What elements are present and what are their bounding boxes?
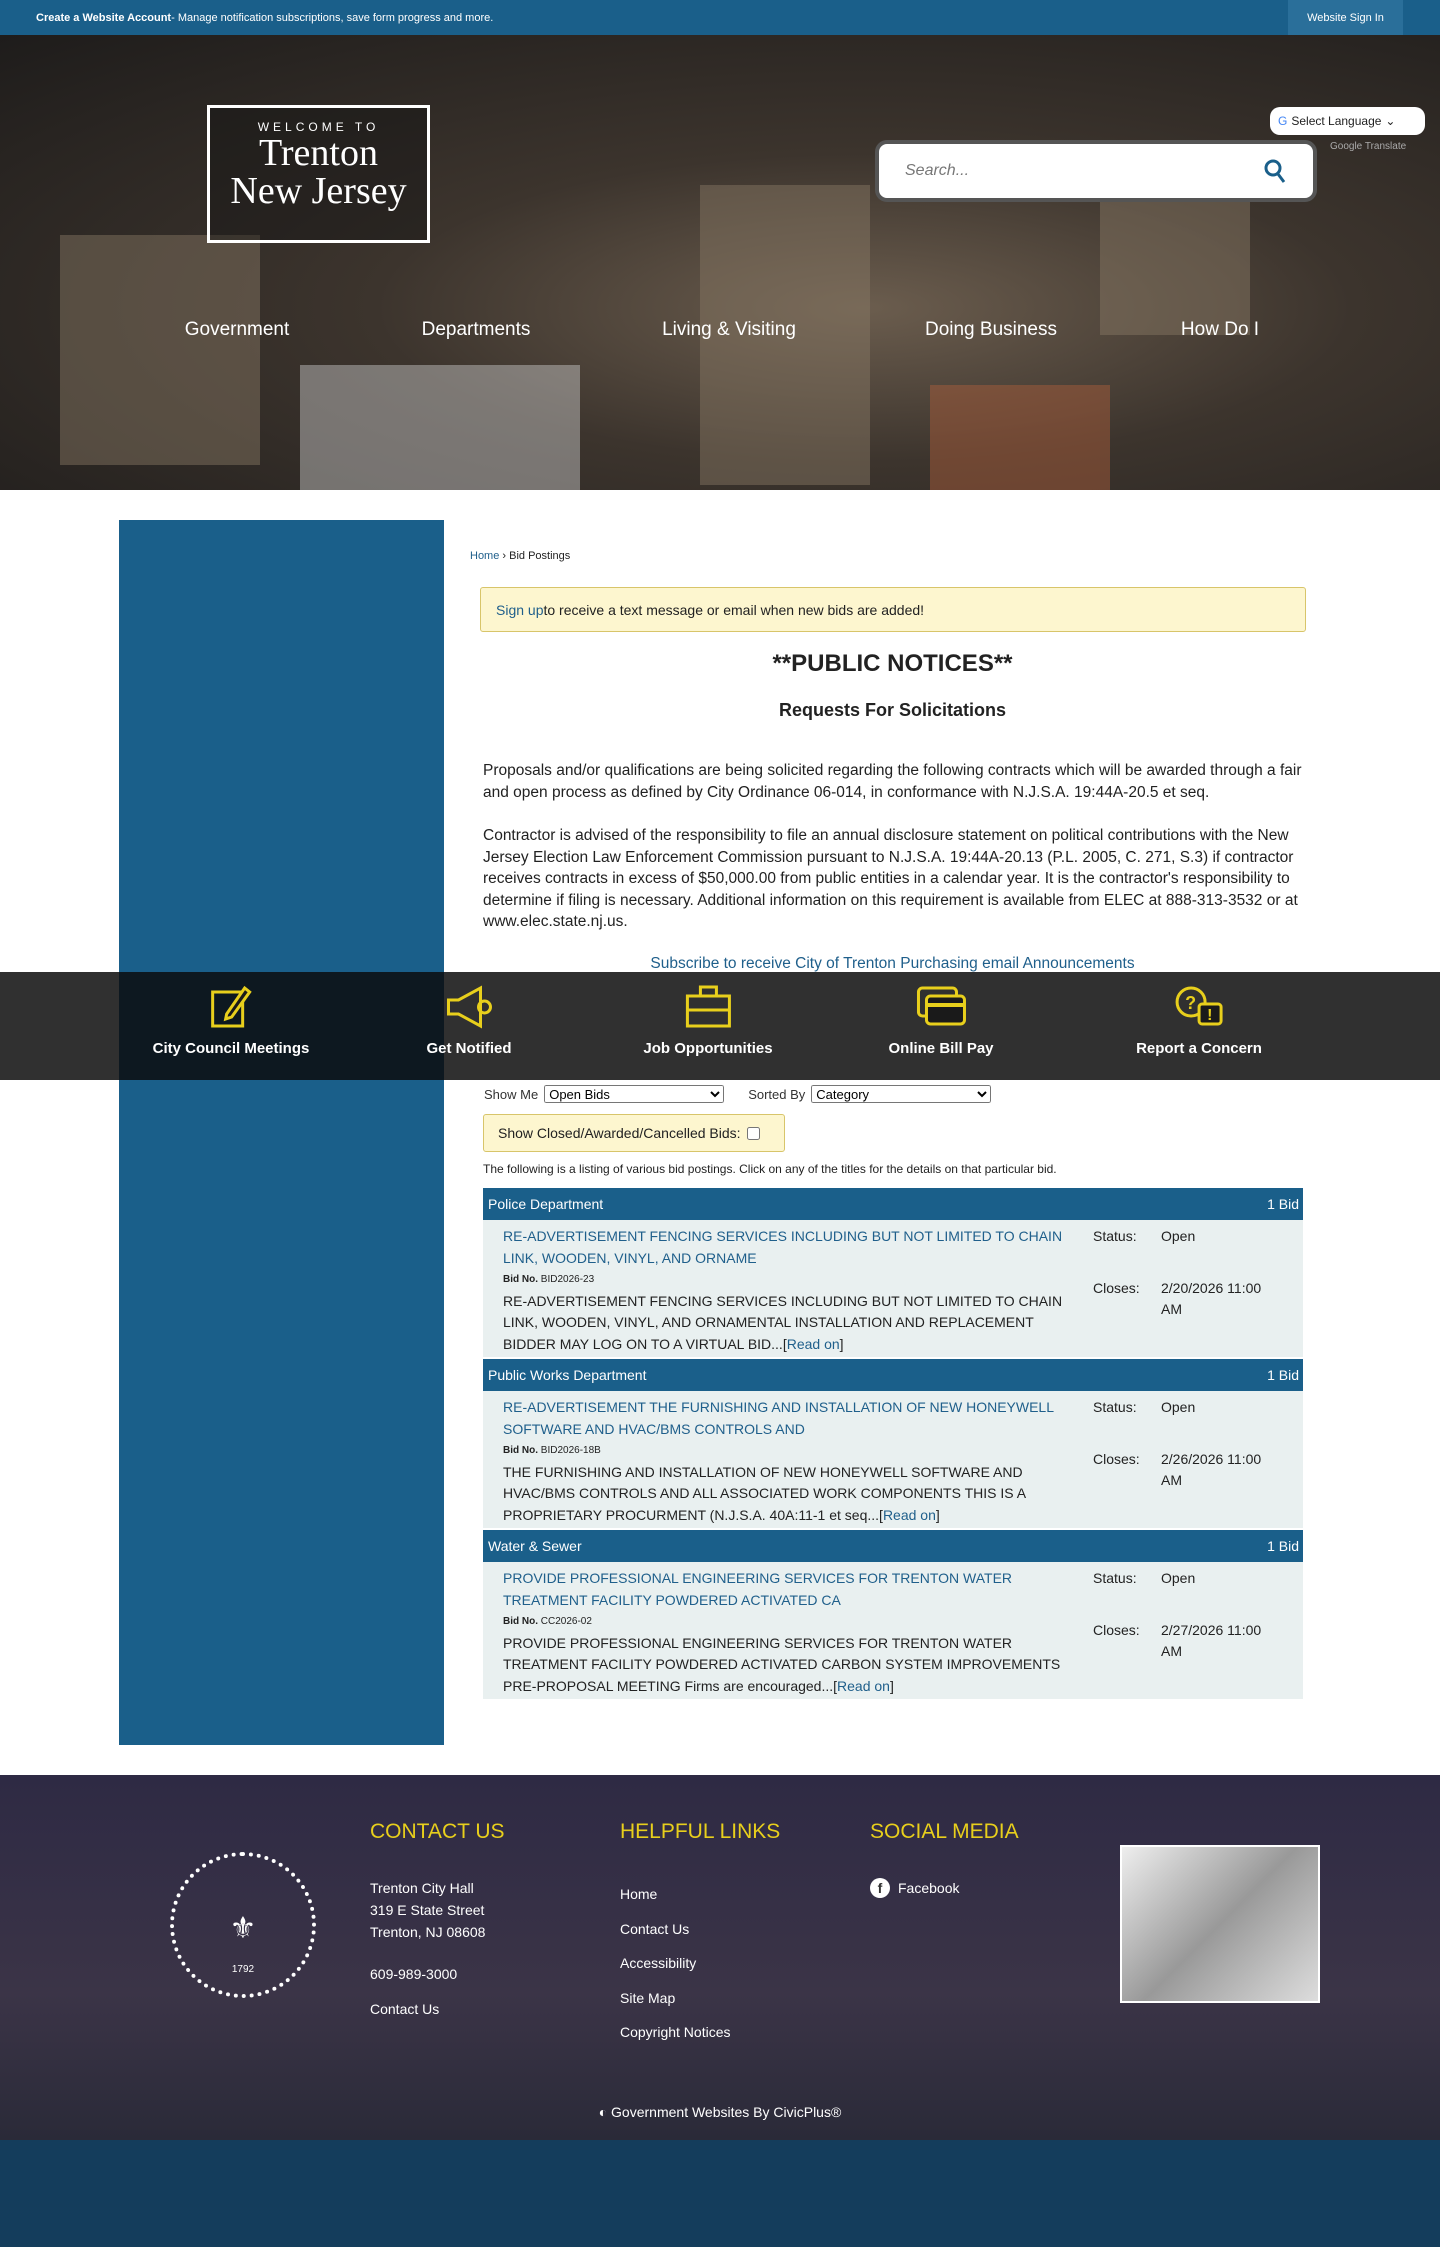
create-account-link[interactable]: Create a Website Account [36,11,172,24]
breadcrumb-home[interactable]: Home [470,550,500,562]
nav-how-do-i[interactable]: How Do I [1180,319,1260,340]
quick-link-city-council[interactable]: City Council Meetings [153,984,310,1057]
google-icon: G [1278,114,1288,128]
bid-status: Open [1161,1570,1196,1586]
nav-living-visiting[interactable]: Living & Visiting [662,319,796,340]
search-icon[interactable] [1263,158,1287,184]
svg-text:!: ! [1206,1007,1213,1024]
quick-link-report-concern[interactable]: ? ! Report a Concern [1136,984,1262,1057]
sign-up-link[interactable]: Sign up [496,601,544,618]
nav-doing-business[interactable]: Doing Business [924,319,1058,340]
footer-link-copyright[interactable]: Copyright Notices [620,2024,731,2040]
facebook-link[interactable]: f Facebook [870,1877,959,1899]
svg-text:?: ? [1184,993,1196,1013]
sorted-by-select[interactable] [811,1085,991,1103]
bid-count: 1 Bid [1267,1196,1299,1212]
bid-count: 1 Bid [1267,1538,1299,1554]
subscribe-link[interactable]: Subscribe to receive City of Trenton Purchasing email Announcements [650,955,1135,972]
footer-link-contact[interactable]: Contact Us [620,1920,690,1937]
social-heading: SOCIAL MEDIA [870,1820,1019,1843]
show-me-label: Show Me [484,1086,539,1102]
show-closed-checkbox[interactable] [747,1127,760,1140]
phone: 609-989-3000 [370,1966,458,1982]
chevron-down-icon: ⌄ [1385,114,1396,128]
create-account-desc: - Manage notification subscriptions, save form progress and more. [171,11,494,24]
bid-description: THE FURNISHING AND INSTALLATION OF NEW HONEYWELL SOFTWARE AND HVAC/BMS CONTROLS AND ALL ASSOCIATED WORK COMPONENTS THIS IS A PROPRIETARY PROCURMENT (N.J.S.A. 40A:11-1 et seq... [503,1463,1026,1523]
search-input[interactable]: Search... [875,140,1317,202]
bid-number: CC2026-02 [540,1616,592,1627]
helpful-links [620,1877,731,2050]
facebook-icon: f [870,1878,890,1898]
page-title: **PUBLIC NOTICES** [772,650,1013,677]
civicplus-credit[interactable]: ◐ Government Websites By CivicPlus® [598,2104,842,2120]
show-closed-box: Show Closed/Awarded/Cancelled Bids: [483,1114,785,1152]
disclosure-paragraph: Contractor is advised of the responsibility to file an annual disclosure statement on political contributions with the New Jersey Election Law Enforcement Commission pursuant to N.J.S.A. 19:44A-20.13 (P.L. 2005, C. 271, S.3) if contractor receives contracts in excess of $50,000.00 from public entities in a calendar year. It is the contractor's responsibility to determine if filing is necessary. Additional information on this requirement is available from ELEC at 888-313-3532 or at www.elec.state.nj.us. [483,827,1298,930]
intro-paragraph: Proposals and/or qualifications are being solicited regarding the following contracts which will be awarded through a fair and open process as defined by City Ordinance 06-014, in conformance with N.J.S.A. 19:44A-20.5 et seq. [483,762,1302,801]
hero-banner [0,35,1440,490]
megaphone-icon [444,984,494,1030]
nav-government[interactable]: Government [184,319,290,340]
footer-link-sitemap[interactable]: Site Map [620,1989,676,2006]
bid-closes: 2/26/2026 11:00 AM [1161,1450,1262,1489]
quick-link-jobs[interactable]: Job Opportunities [643,984,772,1057]
briefcase-icon [684,984,732,1030]
city-hall-sketch [1120,1845,1320,2003]
signup-alert: Sign up to receive a text message or email when new bids are added! [480,587,1306,632]
read-on-link[interactable]: Read on [837,1677,890,1694]
bid-title-link[interactable]: RE-ADVERTISEMENT THE FURNISHING AND INSTALLATION OF NEW HONEYWELL SOFTWARE AND HVAC/BMS CONTROLS AND [503,1399,1054,1437]
language-select[interactable]: G Select Language ⌄ [1270,107,1425,135]
page-subtitle: Requests For Solicitations [778,700,1007,720]
bid-closes: 2/20/2026 11:00 AM [1161,1279,1262,1318]
table-row: RE-ADVERTISEMENT FENCING SERVICES INCLUDING BUT NOT LIMITED TO CHAIN LINK, WOODEN, VINYL, AND ORNAME Bid No. BID2026-23 RE-ADVERTISEMENT FENCING SERVICES INCLUDING BUT NOT LIMITED TO CHAIN LINK, WOODEN, VINYL, AND ORNAMENTAL INSTALLATION AND REPLACEMENT BIDDER MAY LOG ON TO A VIRTUAL BID...[Read on] Status: Open Closes: 2/20/2026 11:00 AM [483,1220,1303,1357]
footer [0,1775,1440,2140]
civicplus-icon: ◐ [598,2104,612,2120]
read-on-link[interactable]: Read on [882,1506,936,1523]
site-logo[interactable]: WELCOME TO Trenton New Jersey [207,105,430,243]
show-me-select[interactable] [544,1085,724,1103]
helpful-links-heading: HELPFUL LINKS [620,1820,781,1843]
contact-heading: CONTACT US [370,1820,505,1843]
filters [484,1085,991,1103]
group-header: Police Department 1 Bid [483,1188,1303,1220]
bid-closes: 2/27/2026 11:00 AM [1161,1621,1262,1660]
bid-table [483,1186,1303,1699]
edit-icon [209,984,253,1030]
footer-contact-link[interactable]: Contact Us [370,2001,440,2017]
listing-description: The following is a listing of various bid postings. Click on any of the titles for the details on that particular bid. [483,1162,1057,1176]
table-row: RE-ADVERTISEMENT THE FURNISHING AND INSTALLATION OF NEW HONEYWELL SOFTWARE AND HVAC/BMS CONTROLS AND Bid No. BID2026-18B THE FURNISHING AND INSTALLATION OF NEW HONEYWELL SOFTWARE AND HVAC/BMS CONTROLS AND ALL ASSOCIATED WORK COMPONENTS THIS IS A PROPRIETARY PROCURMENT (N.J.S.A. 40A:11-1 et seq...[Read on] Status: Open Closes: 2/26/2026 11:00 AM [483,1391,1303,1528]
bid-description: PROVIDE PROFESSIONAL ENGINEERING SERVICES FOR TRENTON WATER TREATMENT FACILITY POWDERED ACTIVATED CARBON SYSTEM IMPROVEMENTS PRE-PROPOSAL MEETING Firms are encouraged... [503,1634,1061,1694]
sorted-by-label: Sorted By [748,1086,806,1102]
bid-number: BID2026-23 [540,1274,595,1285]
seal-emblem-icon: ⚜ [229,1912,257,1945]
group-header: Water & Sewer 1 Bid [483,1530,1303,1562]
bid-count: 1 Bid [1267,1367,1299,1383]
quick-link-get-notified[interactable]: Get Notified [427,984,512,1057]
footer-band [0,2140,1440,2247]
contact-address: Trenton City Hall 319 E State Street Trenton, NJ 08608 609-989-3000 Contact Us [370,1877,485,2020]
bid-status: Open [1161,1228,1196,1244]
google-translate-label: Google Translate [1330,141,1407,152]
group-header: Public Works Department 1 Bid [483,1359,1303,1391]
bid-number: BID2026-18B [540,1445,601,1456]
bid-title-link[interactable]: RE-ADVERTISEMENT FENCING SERVICES INCLUDING BUT NOT LIMITED TO CHAIN LINK, WOODEN, VINYL, AND ORNAME [503,1228,1063,1266]
table-row: PROVIDE PROFESSIONAL ENGINEERING SERVICES FOR TRENTON WATER TREATMENT FACILITY POWDERED ACTIVATED CA Bid No. CC2026-02 PROVIDE PROFESSIONAL ENGINEERING SERVICES FOR TRENTON WATER TREATMENT FACILITY POWDERED ACTIVATED CARBON SYSTEM IMPROVEMENTS PRE-PROPOSAL MEETING Firms are encouraged...[Read on] Status: Open Closes: 2/27/2026 11:00 AM [483,1562,1303,1699]
credit-card-icon [915,984,967,1030]
question-chat-icon [1173,984,1225,1030]
bid-description: RE-ADVERTISEMENT FENCING SERVICES INCLUDING BUT NOT LIMITED TO CHAIN LINK, WOODEN, VINYL, AND ORNAMENTAL INSTALLATION AND REPLACEMENT BIDDER MAY LOG ON TO A VIRTUAL BID... [503,1292,1063,1352]
footer-link-accessibility[interactable]: Accessibility [620,1955,697,1971]
sign-in-button[interactable]: Website Sign In [1288,0,1403,35]
bid-status: Open [1161,1399,1196,1415]
top-bar [0,0,1440,35]
sidebar [119,520,444,1745]
breadcrumb: Home › Bid Postings [470,550,571,562]
city-seal: ⚜ 1792 [170,1852,316,1998]
nav-departments[interactable]: Departments [421,319,531,340]
quick-link-bill-pay[interactable]: Online Bill Pay [888,984,993,1057]
read-on-link[interactable]: Read on [786,1335,840,1352]
footer-link-home[interactable]: Home [620,1886,658,1902]
quick-links-bar [0,972,1440,1080]
bid-title-link[interactable]: PROVIDE PROFESSIONAL ENGINEERING SERVICES FOR TRENTON WATER TREATMENT FACILITY POWDERED ACTIVATED CA [503,1570,1013,1608]
